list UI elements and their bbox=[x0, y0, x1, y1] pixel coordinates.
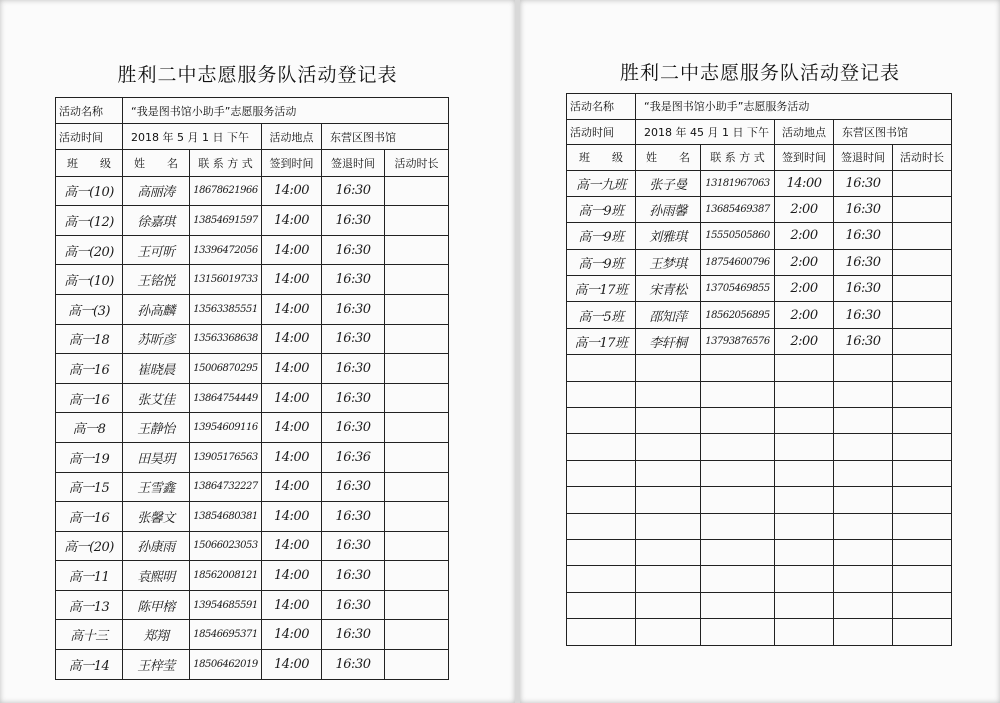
name-cell bbox=[636, 566, 701, 592]
name-cell bbox=[636, 513, 701, 539]
class-cell bbox=[567, 381, 636, 407]
sign-out-cell bbox=[834, 408, 893, 434]
duration-cell bbox=[385, 294, 449, 324]
table-row bbox=[567, 460, 952, 486]
table-row bbox=[56, 354, 449, 384]
phone-cell: 18546695371 bbox=[190, 620, 262, 650]
sign-in-cell bbox=[775, 513, 834, 539]
name-cell bbox=[636, 592, 701, 618]
class-cell: 高一17班 bbox=[567, 328, 636, 354]
name-cell: 刘雅琪 bbox=[636, 223, 701, 249]
sign-in-cell bbox=[775, 434, 834, 460]
class-cell: 高一(10) bbox=[56, 265, 123, 295]
class-cell: 高一5班 bbox=[567, 302, 636, 328]
sign-out-cell: 16:30 bbox=[322, 413, 385, 443]
table-row bbox=[56, 502, 449, 532]
class-cell: 高一(10) bbox=[56, 176, 123, 206]
column-header: 签到时间 bbox=[775, 145, 834, 171]
duration-cell bbox=[893, 592, 952, 618]
name-cell: 苏昕彦 bbox=[123, 324, 190, 354]
sign-in-cell bbox=[775, 487, 834, 513]
sign-in-cell: 14:00 bbox=[262, 561, 322, 591]
duration-cell bbox=[385, 176, 449, 206]
sign-in-cell bbox=[775, 619, 834, 645]
class-cell: 高一8 bbox=[56, 413, 123, 443]
sign-in-cell bbox=[775, 408, 834, 434]
name-cell bbox=[636, 355, 701, 381]
name-cell: 郑翔 bbox=[123, 620, 190, 650]
column-header: 联 系 方 式 bbox=[190, 150, 262, 176]
sign-out-cell: 16:30 bbox=[322, 294, 385, 324]
location-label: 活动地点 bbox=[775, 119, 834, 145]
sign-out-cell bbox=[834, 592, 893, 618]
table-row bbox=[56, 413, 449, 443]
sheet-title: 胜利二中志愿服务队活动登记表 bbox=[117, 64, 398, 86]
activity-name-value: “我是图书馆小助手”志愿服务活动 bbox=[636, 94, 952, 120]
location-value: 东营区图书馆 bbox=[834, 119, 952, 145]
sign-in-cell: 14:00 bbox=[262, 502, 322, 532]
sign-out-cell: 16:30 bbox=[322, 620, 385, 650]
class-cell: 高一9班 bbox=[567, 249, 636, 275]
sign-in-cell: 2:00 bbox=[775, 276, 834, 302]
phone-cell: 13854680381 bbox=[190, 502, 262, 532]
table-row bbox=[567, 249, 952, 275]
name-cell: 高丽涛 bbox=[123, 176, 190, 206]
phone-cell bbox=[701, 434, 775, 460]
column-header: 活动时长 bbox=[385, 150, 449, 176]
duration-cell bbox=[893, 566, 952, 592]
activity-time-label: 活动时间 bbox=[567, 119, 636, 145]
name-cell: 李轩桐 bbox=[636, 328, 701, 354]
name-cell bbox=[636, 381, 701, 407]
phone-cell bbox=[701, 513, 775, 539]
sign-in-cell: 14:00 bbox=[262, 413, 322, 443]
name-cell bbox=[636, 460, 701, 486]
activity-time-label: 活动时间 bbox=[56, 124, 123, 150]
class-cell: 高一9班 bbox=[567, 196, 636, 222]
sign-in-cell bbox=[775, 539, 834, 565]
duration-cell bbox=[893, 170, 952, 196]
phone-cell: 15006870295 bbox=[190, 354, 262, 384]
sign-out-cell: 16:30 bbox=[322, 265, 385, 295]
sign-in-cell bbox=[775, 460, 834, 486]
class-cell: 高一(20) bbox=[56, 531, 123, 561]
table-row bbox=[567, 408, 952, 434]
activity-time-value: 2018 年 5 月 1 日 下午 bbox=[123, 124, 262, 150]
duration-cell bbox=[385, 590, 449, 620]
duration-cell bbox=[893, 223, 952, 249]
sign-in-cell: 14:00 bbox=[262, 294, 322, 324]
sign-in-cell: 2:00 bbox=[775, 302, 834, 328]
duration-cell bbox=[385, 650, 449, 680]
name-cell: 王可昕 bbox=[123, 235, 190, 265]
location-label: 活动地点 bbox=[262, 124, 322, 150]
name-cell: 王静怡 bbox=[123, 413, 190, 443]
table-row bbox=[56, 176, 449, 206]
duration-cell bbox=[385, 265, 449, 295]
sign-out-cell bbox=[834, 434, 893, 460]
class-cell: 高一(12) bbox=[56, 206, 123, 236]
class-cell: 高一17班 bbox=[567, 276, 636, 302]
phone-cell bbox=[701, 566, 775, 592]
sign-out-cell bbox=[834, 566, 893, 592]
duration-cell bbox=[893, 381, 952, 407]
phone-cell: 13563368638 bbox=[190, 324, 262, 354]
sign-out-cell: 16:30 bbox=[322, 531, 385, 561]
name-cell bbox=[636, 539, 701, 565]
class-cell bbox=[567, 539, 636, 565]
duration-cell bbox=[893, 249, 952, 275]
duration-cell bbox=[893, 276, 952, 302]
table-row bbox=[567, 276, 952, 302]
column-header: 班 级 bbox=[56, 150, 123, 176]
name-cell: 王梓莹 bbox=[123, 650, 190, 680]
duration-cell bbox=[385, 235, 449, 265]
sign-out-cell: 16:30 bbox=[322, 650, 385, 680]
phone-cell: 13156019733 bbox=[190, 265, 262, 295]
sign-in-cell: 14:00 bbox=[262, 206, 322, 236]
class-cell bbox=[567, 355, 636, 381]
column-header-row bbox=[56, 150, 449, 176]
column-header: 活动时长 bbox=[893, 145, 952, 171]
duration-cell bbox=[385, 472, 449, 502]
name-cell: 宋青松 bbox=[636, 276, 701, 302]
name-cell: 孙高麟 bbox=[123, 294, 190, 324]
phone-cell bbox=[701, 539, 775, 565]
name-cell: 邵知萍 bbox=[636, 302, 701, 328]
phone-cell: 18678621966 bbox=[190, 176, 262, 206]
class-cell bbox=[567, 408, 636, 434]
phone-cell bbox=[701, 355, 775, 381]
table-row bbox=[567, 592, 952, 618]
sign-in-cell: 14:00 bbox=[262, 590, 322, 620]
location-value: 东营区图书馆 bbox=[322, 124, 449, 150]
sign-in-cell: 14:00 bbox=[262, 650, 322, 680]
table-row bbox=[56, 294, 449, 324]
name-cell bbox=[636, 619, 701, 645]
name-cell: 袁熙明 bbox=[123, 561, 190, 591]
table-row bbox=[567, 355, 952, 381]
duration-cell bbox=[893, 460, 952, 486]
sign-out-cell: 16:30 bbox=[834, 196, 893, 222]
sign-out-cell bbox=[834, 460, 893, 486]
sign-in-cell bbox=[775, 566, 834, 592]
activity-name-label: 活动名称 bbox=[567, 94, 636, 120]
registration-table-left bbox=[55, 97, 449, 680]
duration-cell bbox=[385, 206, 449, 236]
duration-cell bbox=[893, 619, 952, 645]
duration-cell bbox=[385, 324, 449, 354]
table-row bbox=[567, 513, 952, 539]
table-row bbox=[567, 381, 952, 407]
table-row bbox=[567, 487, 952, 513]
name-cell: 张馨文 bbox=[123, 502, 190, 532]
class-cell: 高一15 bbox=[56, 472, 123, 502]
class-cell bbox=[567, 434, 636, 460]
sign-out-cell: 16:30 bbox=[322, 561, 385, 591]
duration-cell bbox=[893, 487, 952, 513]
phone-cell bbox=[701, 381, 775, 407]
class-cell bbox=[567, 592, 636, 618]
class-cell bbox=[567, 460, 636, 486]
registration-table-right bbox=[566, 93, 952, 646]
phone-cell: 13854691597 bbox=[190, 206, 262, 236]
phone-cell: 15550505860 bbox=[701, 223, 775, 249]
sign-out-cell: 16:30 bbox=[834, 276, 893, 302]
table-row bbox=[56, 206, 449, 236]
table-row bbox=[567, 328, 952, 354]
table-row bbox=[56, 324, 449, 354]
duration-cell bbox=[385, 561, 449, 591]
duration-cell bbox=[385, 531, 449, 561]
class-cell bbox=[567, 566, 636, 592]
sign-out-cell bbox=[834, 513, 893, 539]
name-cell bbox=[636, 408, 701, 434]
name-cell: 崔晓晨 bbox=[123, 354, 190, 384]
class-cell bbox=[567, 513, 636, 539]
column-header: 联 系 方 式 bbox=[701, 145, 775, 171]
duration-cell bbox=[893, 302, 952, 328]
phone-cell: 13563385551 bbox=[190, 294, 262, 324]
sign-out-cell: 16:30 bbox=[834, 328, 893, 354]
table-row bbox=[56, 442, 449, 472]
sign-in-cell: 14:00 bbox=[262, 620, 322, 650]
name-cell: 王雪鑫 bbox=[123, 472, 190, 502]
sign-in-cell: 14:00 bbox=[262, 442, 322, 472]
activity-name-label: 活动名称 bbox=[56, 98, 123, 124]
class-cell: 高一19 bbox=[56, 442, 123, 472]
class-cell bbox=[567, 619, 636, 645]
sign-out-cell: 16:30 bbox=[322, 324, 385, 354]
table-row bbox=[56, 472, 449, 502]
sign-in-cell: 14:00 bbox=[262, 265, 322, 295]
activity-name-value: “我是图书馆小助手”志愿服务活动 bbox=[123, 98, 449, 124]
activity-time-value: 2018 年 45 月 1 日 下午 bbox=[636, 119, 775, 145]
table-row bbox=[567, 434, 952, 460]
sign-out-cell bbox=[834, 355, 893, 381]
sign-in-cell: 14:00 bbox=[262, 176, 322, 206]
sign-in-cell: 2:00 bbox=[775, 249, 834, 275]
sign-out-cell: 16:30 bbox=[322, 206, 385, 236]
duration-cell bbox=[385, 502, 449, 532]
phone-cell: 15066023053 bbox=[190, 531, 262, 561]
sign-out-cell: 16:30 bbox=[834, 302, 893, 328]
class-cell: 高一13 bbox=[56, 590, 123, 620]
table-row bbox=[567, 566, 952, 592]
class-cell: 高一(20) bbox=[56, 235, 123, 265]
class-cell: 高一16 bbox=[56, 354, 123, 384]
sign-in-cell: 14:00 bbox=[262, 531, 322, 561]
table-row bbox=[56, 620, 449, 650]
sign-out-cell: 16:30 bbox=[322, 354, 385, 384]
sign-in-cell: 2:00 bbox=[775, 223, 834, 249]
class-cell: 高一14 bbox=[56, 650, 123, 680]
phone-cell: 13905176563 bbox=[190, 442, 262, 472]
sign-out-cell bbox=[834, 381, 893, 407]
name-cell bbox=[636, 434, 701, 460]
table-row bbox=[567, 302, 952, 328]
sign-out-cell: 16:30 bbox=[322, 472, 385, 502]
phone-cell bbox=[701, 619, 775, 645]
sign-out-cell: 16:30 bbox=[322, 590, 385, 620]
name-cell: 孙雨馨 bbox=[636, 196, 701, 222]
name-cell: 田昊玥 bbox=[123, 442, 190, 472]
duration-cell bbox=[893, 328, 952, 354]
sign-out-cell: 16:30 bbox=[834, 249, 893, 275]
sign-out-cell: 16:30 bbox=[834, 170, 893, 196]
table-row bbox=[567, 223, 952, 249]
name-cell: 王铭悦 bbox=[123, 265, 190, 295]
sign-in-cell bbox=[775, 355, 834, 381]
phone-cell: 13954609116 bbox=[190, 413, 262, 443]
phone-cell bbox=[701, 408, 775, 434]
sign-in-cell bbox=[775, 381, 834, 407]
sign-out-cell: 16:30 bbox=[834, 223, 893, 249]
duration-cell bbox=[385, 413, 449, 443]
name-cell: 张艾佳 bbox=[123, 383, 190, 413]
class-cell bbox=[567, 487, 636, 513]
duration-cell bbox=[893, 513, 952, 539]
duration-cell bbox=[893, 196, 952, 222]
activity-time-row bbox=[56, 124, 449, 150]
table-row bbox=[56, 383, 449, 413]
class-cell: 高一9班 bbox=[567, 223, 636, 249]
sign-out-cell: 16:30 bbox=[322, 176, 385, 206]
phone-cell: 13685469387 bbox=[701, 196, 775, 222]
column-header-row bbox=[567, 145, 952, 171]
duration-cell bbox=[385, 442, 449, 472]
phone-cell: 13864754449 bbox=[190, 383, 262, 413]
duration-cell bbox=[893, 434, 952, 460]
class-cell: 高一18 bbox=[56, 324, 123, 354]
sign-out-cell: 16:30 bbox=[322, 235, 385, 265]
table-row bbox=[567, 619, 952, 645]
sign-in-cell: 14:00 bbox=[262, 472, 322, 502]
sign-in-cell bbox=[775, 592, 834, 618]
column-header: 姓 名 bbox=[636, 145, 701, 171]
table-row bbox=[567, 539, 952, 565]
duration-cell bbox=[385, 354, 449, 384]
table-row bbox=[56, 590, 449, 620]
class-cell: 高一16 bbox=[56, 383, 123, 413]
table-row bbox=[56, 650, 449, 680]
column-header: 签退时间 bbox=[322, 150, 385, 176]
activity-name-row bbox=[567, 94, 952, 120]
activity-name-row bbox=[56, 98, 449, 124]
table-row bbox=[56, 531, 449, 561]
name-cell bbox=[636, 487, 701, 513]
column-header: 姓 名 bbox=[123, 150, 190, 176]
class-cell: 高一(3) bbox=[56, 294, 123, 324]
sign-out-cell bbox=[834, 539, 893, 565]
column-header: 签到时间 bbox=[262, 150, 322, 176]
phone-cell: 13954685591 bbox=[190, 590, 262, 620]
phone-cell bbox=[701, 460, 775, 486]
phone-cell: 13396472056 bbox=[190, 235, 262, 265]
sign-out-cell bbox=[834, 487, 893, 513]
sign-in-cell: 14:00 bbox=[262, 383, 322, 413]
name-cell: 陈甲榕 bbox=[123, 590, 190, 620]
sign-out-cell: 16:36 bbox=[322, 442, 385, 472]
duration-cell bbox=[893, 539, 952, 565]
sign-out-cell: 16:30 bbox=[322, 383, 385, 413]
duration-cell bbox=[385, 383, 449, 413]
sheet-title: 胜利二中志愿服务队活动登记表 bbox=[619, 62, 900, 84]
phone-cell: 18506462019 bbox=[190, 650, 262, 680]
phone-cell: 13181967063 bbox=[701, 170, 775, 196]
duration-cell bbox=[385, 620, 449, 650]
column-header: 签退时间 bbox=[834, 145, 893, 171]
class-cell: 高一16 bbox=[56, 502, 123, 532]
phone-cell: 18754600796 bbox=[701, 249, 775, 275]
sign-in-cell: 14:00 bbox=[775, 170, 834, 196]
phone-cell: 18562056895 bbox=[701, 302, 775, 328]
phone-cell bbox=[701, 592, 775, 618]
activity-time-row bbox=[567, 119, 952, 145]
table-row bbox=[56, 235, 449, 265]
duration-cell bbox=[893, 355, 952, 381]
phone-cell: 13864732227 bbox=[190, 472, 262, 502]
sign-in-cell: 14:00 bbox=[262, 354, 322, 384]
column-header: 班 级 bbox=[567, 145, 636, 171]
phone-cell: 13793876576 bbox=[701, 328, 775, 354]
phone-cell: 18562008121 bbox=[190, 561, 262, 591]
duration-cell bbox=[893, 408, 952, 434]
sign-in-cell: 14:00 bbox=[262, 324, 322, 354]
name-cell: 孙康雨 bbox=[123, 531, 190, 561]
table-row bbox=[56, 265, 449, 295]
name-cell: 徐嘉琪 bbox=[123, 206, 190, 236]
sign-out-cell bbox=[834, 619, 893, 645]
sign-in-cell: 2:00 bbox=[775, 328, 834, 354]
class-cell: 高十三 bbox=[56, 620, 123, 650]
table-row bbox=[56, 561, 449, 591]
table-row bbox=[567, 170, 952, 196]
class-cell: 高一九班 bbox=[567, 170, 636, 196]
sign-in-cell: 14:00 bbox=[262, 235, 322, 265]
phone-cell: 13705469855 bbox=[701, 276, 775, 302]
table-row bbox=[567, 196, 952, 222]
sign-in-cell: 2:00 bbox=[775, 196, 834, 222]
name-cell: 张子曼 bbox=[636, 170, 701, 196]
sign-out-cell: 16:30 bbox=[322, 502, 385, 532]
class-cell: 高一11 bbox=[56, 561, 123, 591]
name-cell: 王梦琪 bbox=[636, 249, 701, 275]
phone-cell bbox=[701, 487, 775, 513]
